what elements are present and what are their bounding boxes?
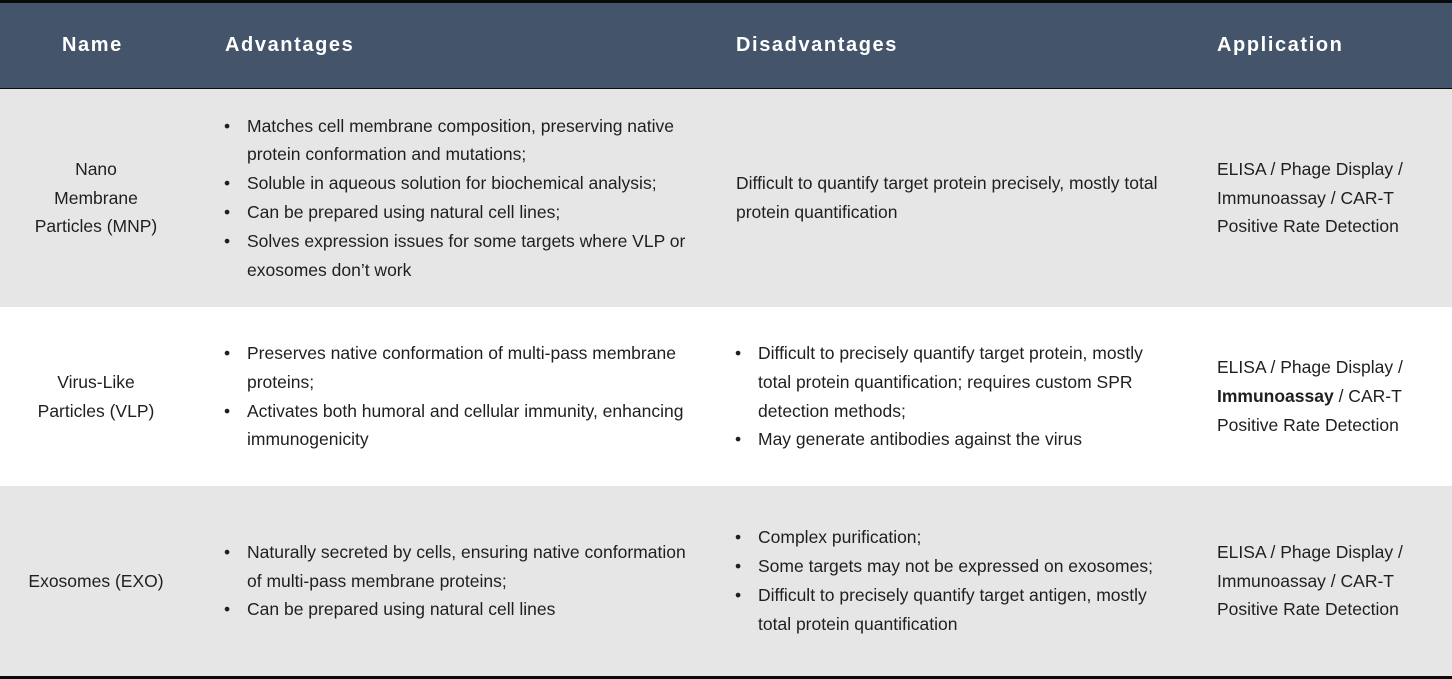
advantages-cell	[222, 486, 692, 676]
disadvantages-cell	[733, 486, 1173, 676]
header-name: Name	[62, 34, 123, 56]
advantage-item: • Can be prepared using natural cell lines;	[222, 198, 692, 227]
name-text-line: Exosomes (EXO)	[28, 570, 164, 591]
advantage-item: • Preserves native conformation of multi-pass membrane proteins;	[222, 339, 692, 397]
application-line: Immunoassay / CAR-T	[1217, 187, 1394, 208]
advantage-item: • Activates both humoral and cellular immunity, enhancing immunogenicity	[222, 397, 692, 455]
advantages-list	[222, 339, 692, 454]
disadvantages-cell	[733, 307, 1173, 486]
application-cell	[1214, 89, 1434, 307]
name-cell	[0, 307, 192, 486]
table-row-vlp	[0, 307, 1452, 486]
header-application: Application	[1217, 34, 1344, 56]
disadvantages-list	[733, 339, 1173, 454]
advantages-list	[222, 112, 692, 285]
name-text-line: Particles (VLP)	[37, 400, 155, 421]
advantages-cell	[222, 307, 692, 486]
name-text-line: Particles (MNP)	[34, 216, 158, 237]
table-row-exo	[0, 486, 1452, 676]
advantage-item: • Soluble in aqueous solution for biochemical analysis;	[222, 169, 692, 198]
application-line: ELISA / Phage Display /	[1217, 357, 1403, 378]
header-disadvantages: Disadvantages	[736, 34, 898, 56]
advantage-item: • Naturally secreted by cells, ensuring native conformation of multi-pass membrane proteins;	[222, 538, 692, 596]
application-line: Positive Rate Detection	[1217, 599, 1399, 620]
application-line-rest: / CAR-T	[1333, 386, 1402, 407]
table-header	[0, 3, 1452, 91]
name-cell	[0, 486, 192, 676]
application-line	[1217, 382, 1403, 411]
disadvantages-list	[733, 523, 1173, 638]
disadvantage-item: • Difficult to precisely quantify target antigen, mostly total protein quantification	[733, 581, 1173, 639]
advantage-item: • Can be prepared using natural cell lines	[222, 595, 692, 624]
application-line: ELISA / Phage Display /	[1217, 158, 1403, 179]
application-bold-term: Immunoassay	[1217, 386, 1334, 407]
name-text-line: Virus-Like	[57, 371, 135, 392]
disadvantage-text: Difficult to quantify target protein precisely, mostly total protein quantification	[736, 173, 1158, 222]
name-text-line: Membrane	[54, 187, 138, 208]
application-line: ELISA / Phage Display /	[1217, 541, 1403, 562]
advantages-list	[222, 538, 692, 624]
advantage-item: • Solves expression issues for some targets where VLP or exosomes don’t work	[222, 227, 692, 285]
name-text-line: Nano	[75, 158, 117, 179]
application-line: Immunoassay / CAR-T	[1217, 570, 1394, 591]
disadvantage-item: • Complex purification;	[733, 523, 1173, 552]
disadvantage-item: • Some targets may not be expressed on exosomes;	[733, 552, 1173, 581]
disadvantage-item: • May generate antibodies against the virus	[733, 425, 1173, 454]
header-advantages: Advantages	[225, 34, 355, 56]
name-cell	[0, 89, 192, 307]
application-line: Positive Rate Detection	[1217, 414, 1399, 435]
advantages-cell	[222, 89, 692, 307]
disadvantages-cell	[733, 89, 1173, 307]
application-cell	[1214, 307, 1434, 486]
disadvantage-item: • Difficult to precisely quantify target protein, mostly total protein quantification; requires custom SPR detection methods;	[733, 339, 1173, 425]
application-line: Positive Rate Detection	[1217, 216, 1399, 237]
advantage-item: • Matches cell membrane composition, preserving native protein conformation and mutations;	[222, 112, 692, 170]
application-cell	[1214, 486, 1434, 676]
table-row-mnp	[0, 89, 1452, 307]
